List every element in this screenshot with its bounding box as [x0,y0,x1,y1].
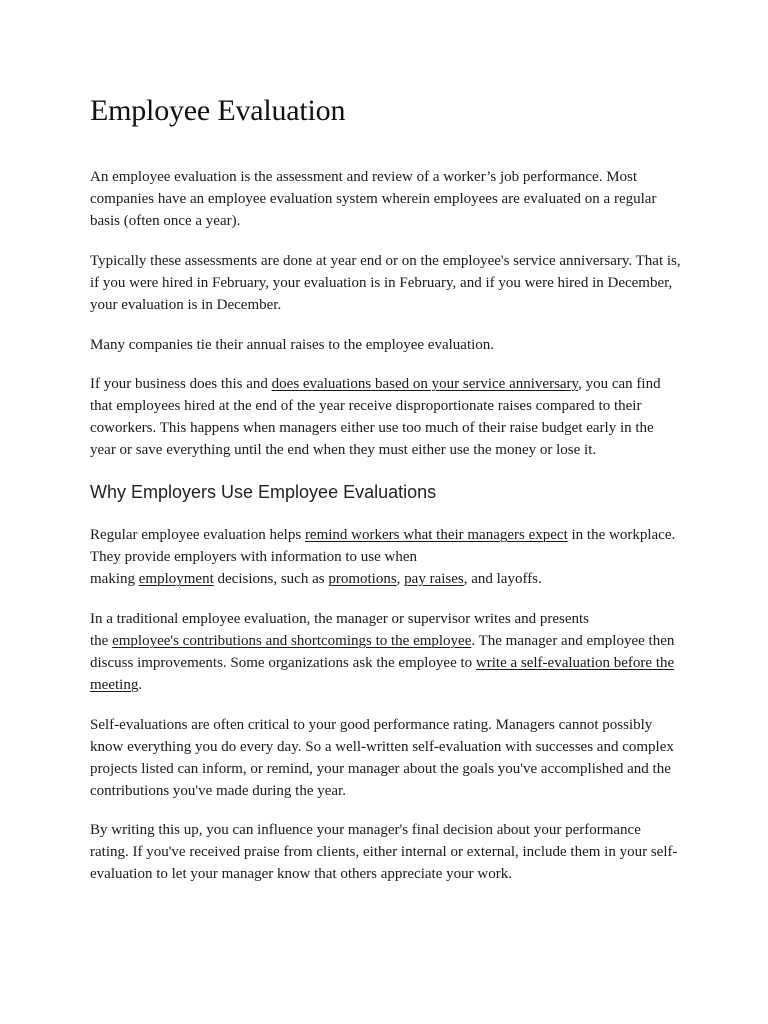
paragraph-text: the [90,633,113,649]
paragraph-text: In a traditional employee evaluation, the manager or supervisor writes and presents [90,611,589,627]
writing-up-paragraph: By writing this up, you can influence your manager's final decision about your performance rating. If you've received praise from clients, either internal or external, include them in your self-evaluation to let your manager know that others appreciate your work. [90,822,678,882]
paragraph-text: in the workplace. They provide employers with information to use when [90,527,676,565]
raises-paragraph: Many companies tie their annual raises to the employee evaluation. [90,337,495,353]
section-heading: Why Employers Use Employee Evaluations [90,482,437,502]
page-title: Employee Evaluation [90,94,346,127]
paragraph-text: . [138,677,143,693]
paragraph-text: making [90,571,139,587]
traditional-evaluation-paragraph [90,608,682,696]
paragraph-text: , [396,571,405,587]
self-evaluation-paragraph: Self-evaluations are often critical to your good performance rating. Managers cannot possibly know everything you do every day. So a well-written self-evaluation with successes and complex projects listed can inform, or remind, your manager about the goals you've accomplished and the contributions you've made during the year. [90,717,674,799]
manager-expectations-link[interactable]: remind workers what their managers expect [304,527,568,543]
reasons-paragraph [90,524,682,590]
contributions-shortcomings-link[interactable]: employee's contributions and shortcomings to the employee [112,633,472,649]
paragraph-text: decisions, such as [213,571,329,587]
service-anniversary-link[interactable]: does evaluations based on your service anniversary [271,376,579,392]
paragraph-text: , you can find that employees hired at the end of the year receive disproportionate raises compared to their coworkers. This happens when managers either use too much of their raise budget early in the year or save everything until the end when they must either use the money or lose it. [90,376,661,458]
self-evaluation-link[interactable]: write a self-evaluation before the meeting [90,655,675,693]
pay-raises-link[interactable]: pay raises [404,571,464,587]
paragraph-text: If your business does this and [90,376,272,392]
anniversary-paragraph [90,373,682,461]
employment-link[interactable]: employment [138,571,214,587]
promotions-link[interactable]: promotions [328,571,397,587]
paragraph-text: , and layoffs. [463,571,542,587]
intro-paragraph: An employee evaluation is the assessment and review of a worker’s job performance. Most companies have an employee evaluation system wherein employees are evaluated on a regular basis (often once a year). [90,169,657,229]
timing-paragraph: Typically these assessments are done at year end or on the employee's service anniversary. That is, if you were hired in February, your evaluation is in February, and if you were hired in December, your evaluation is in December. [90,253,681,313]
paragraph-text: . The manager and employee then discuss improvements. Some organizations ask the employee to [90,633,675,671]
paragraph-text: Regular employee evaluation helps [90,527,305,543]
